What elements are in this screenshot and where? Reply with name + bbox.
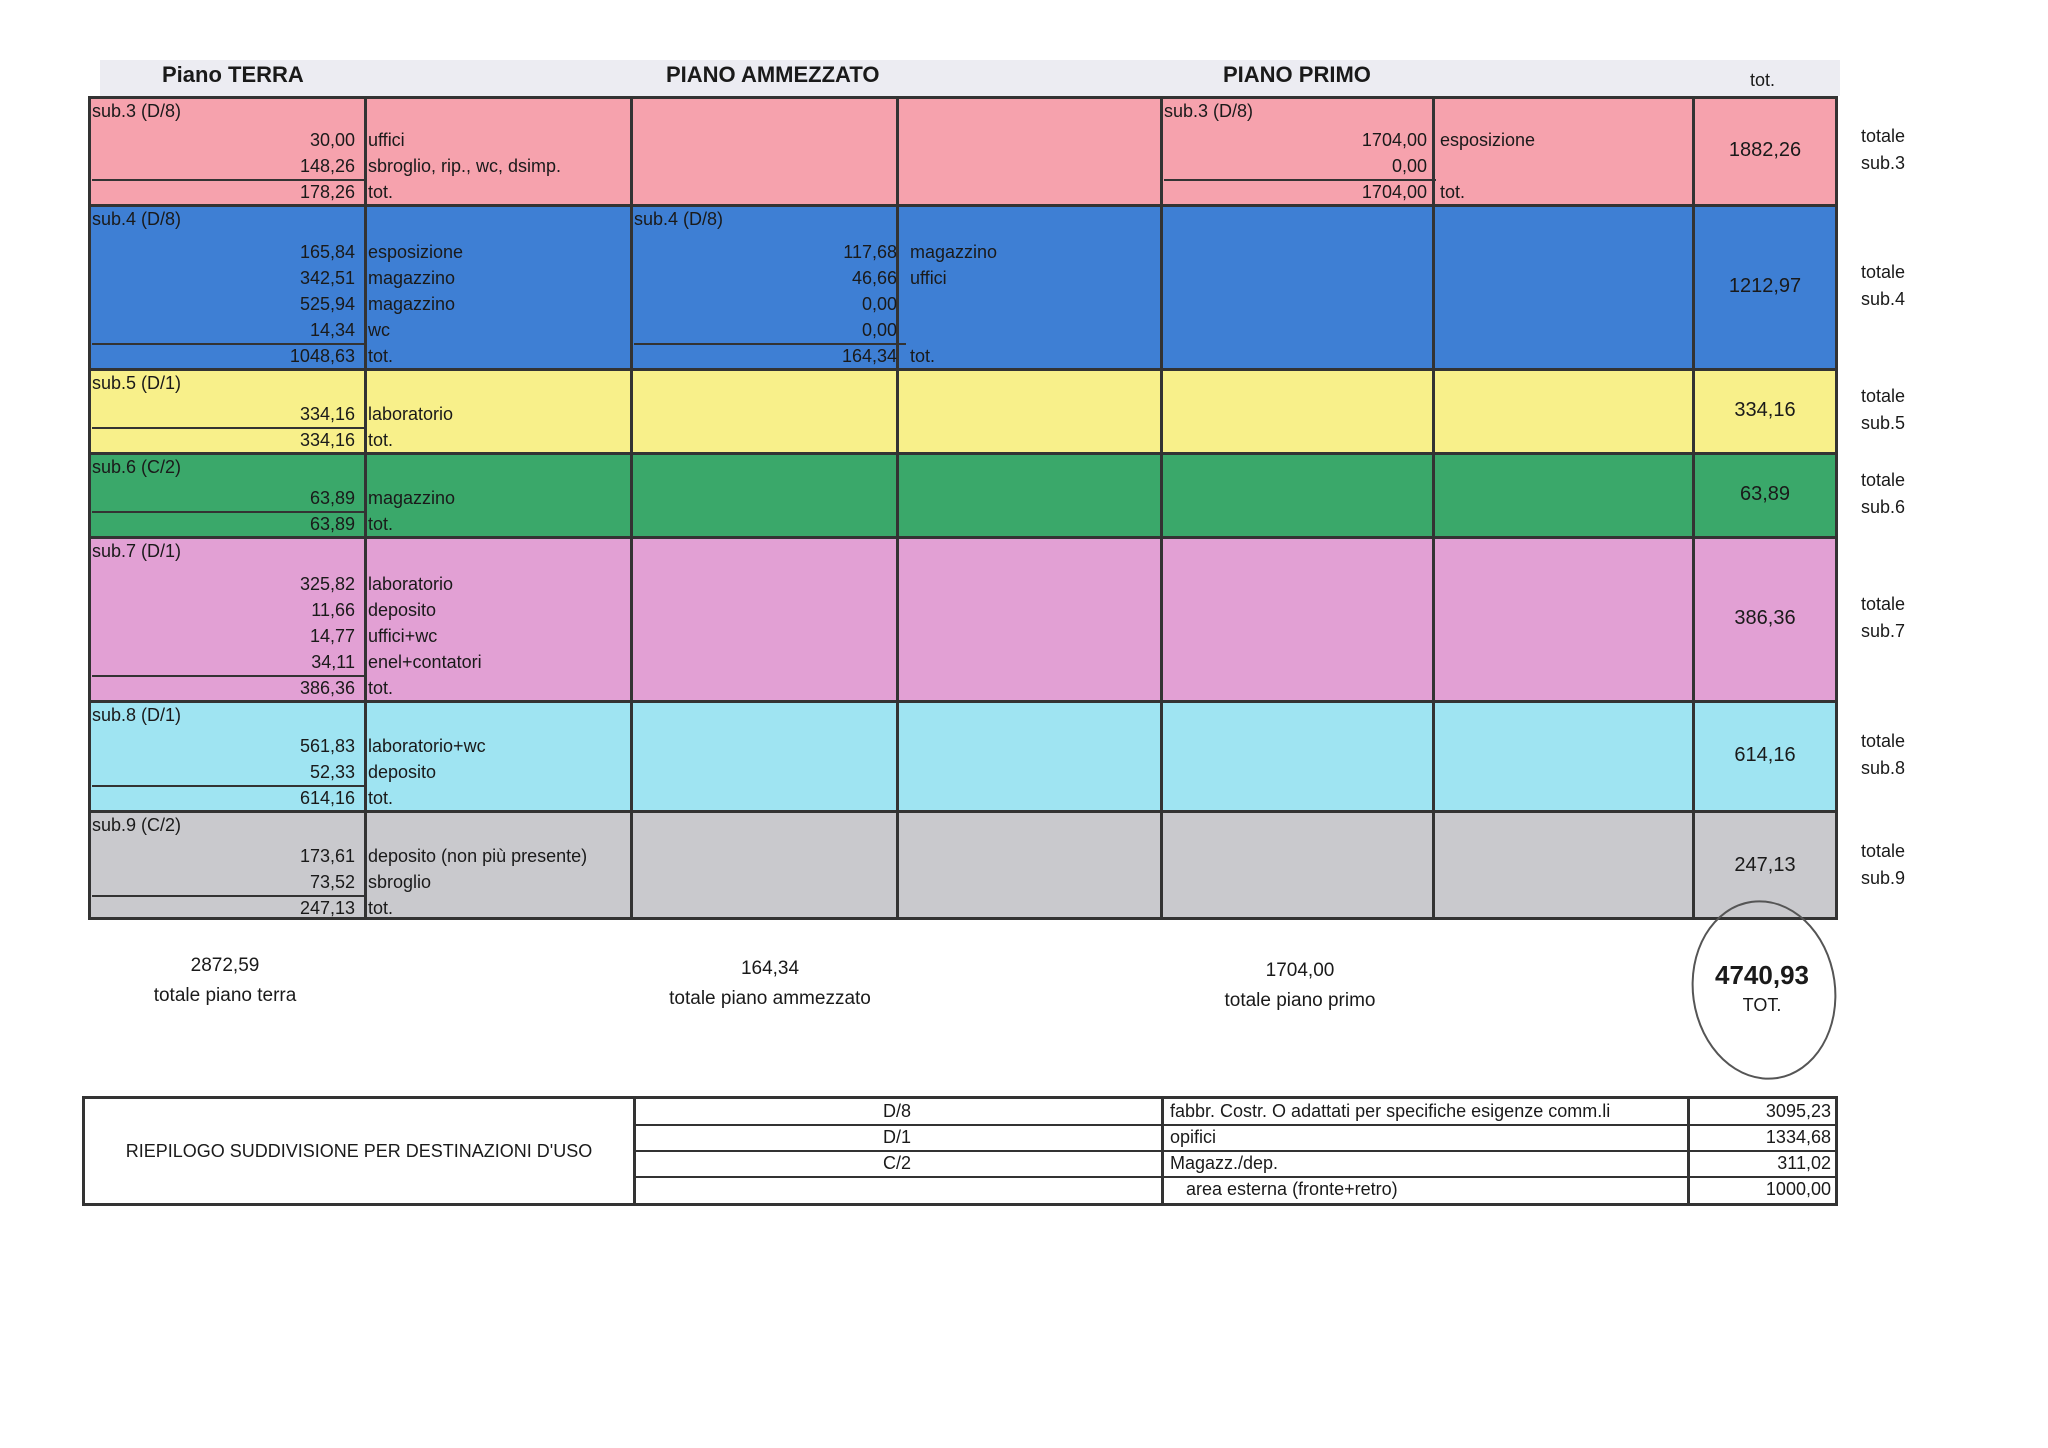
area-label: tot.	[368, 430, 394, 450]
area-label: sbroglio	[368, 872, 432, 892]
table-cell	[1432, 207, 1692, 368]
row-total-label-line1: totale	[1860, 126, 1906, 146]
sub-row	[88, 204, 1838, 368]
row-total-label-line2: sub.7	[1860, 621, 1906, 641]
area-value: 386,36	[299, 678, 355, 698]
area-label: uffici+wc	[368, 626, 438, 646]
summary-title: RIEPILOGO SUDDIVISIONE PER DESTINAZIONI D'USO	[85, 1099, 636, 1203]
area-value: 165,84	[299, 242, 355, 262]
area-value: 30,00	[309, 130, 355, 150]
area-value: 0,00	[861, 294, 897, 314]
table-cell	[1432, 371, 1692, 452]
table-cell	[1160, 703, 1432, 810]
subtotal-line	[92, 785, 364, 787]
row-total-label-line2: sub.4	[1860, 289, 1906, 309]
area-value: 247,13	[299, 898, 355, 918]
area-label: esposizione	[368, 242, 464, 262]
area-label: laboratorio	[368, 404, 454, 424]
summary-row	[633, 1125, 1835, 1152]
table-cell	[1432, 703, 1692, 810]
sub-row	[88, 536, 1838, 700]
area-value: 0,00	[1391, 156, 1427, 176]
area-value: 117,68	[843, 242, 897, 262]
total-terra-value: 2872,59	[190, 955, 260, 976]
sub-total: 63,89	[1739, 483, 1791, 505]
subtotal-line	[92, 675, 364, 677]
row-total-label-line1: totale	[1860, 386, 1906, 406]
table-cell	[630, 813, 896, 917]
row-total-label-line1: totale	[1860, 594, 1906, 614]
sub-total: 1212,97	[1728, 275, 1802, 297]
area-value: 334,16	[299, 430, 355, 450]
table-cell	[896, 455, 1160, 536]
table-cell	[630, 371, 896, 452]
header-tot: tot.	[1750, 70, 1776, 90]
area-value: 334,16	[299, 404, 355, 424]
table-cell	[1432, 539, 1692, 700]
area-value: 178,26	[299, 182, 355, 202]
subtotal-line	[634, 343, 906, 345]
area-value: 1704,00	[1361, 130, 1427, 150]
area-label: sbroglio, rip., wc, dsimp.	[368, 156, 562, 176]
summary-row	[633, 1151, 1835, 1178]
sub-row	[88, 700, 1838, 810]
sub-heading: sub.4 (D/8)	[634, 209, 724, 229]
row-total-label-line1: totale	[1860, 470, 1906, 490]
area-label: tot.	[368, 514, 394, 534]
area-label: magazzino	[368, 488, 456, 508]
subtotal-line	[92, 511, 364, 513]
area-value: 614,16	[299, 788, 355, 808]
sub-row	[88, 368, 1838, 452]
table-cell	[1432, 813, 1692, 917]
row-total-label	[1848, 728, 1918, 782]
row-total-label-line2: sub.5	[1860, 413, 1906, 433]
sub-heading: sub.6 (C/2)	[92, 457, 182, 477]
summary-value: 1000,00	[1687, 1177, 1835, 1204]
table-cell	[1160, 371, 1432, 452]
table-cell	[630, 703, 896, 810]
row-total-label	[1848, 383, 1918, 437]
area-value: 342,51	[299, 268, 355, 288]
sub-heading: sub.8 (D/1)	[92, 705, 182, 725]
table-cell	[630, 99, 896, 204]
area-value: 34,11	[311, 652, 355, 672]
header-band	[100, 60, 1840, 96]
table-cell	[896, 813, 1160, 917]
area-value: 46,66	[851, 268, 897, 288]
area-label: deposito	[368, 600, 437, 620]
row-total-label-line1: totale	[1860, 731, 1906, 751]
subtotal-line	[92, 895, 364, 897]
sub-total: 247,13	[1734, 854, 1796, 876]
area-label: laboratorio	[368, 574, 454, 594]
summary-description: Magazz./dep.	[1161, 1151, 1687, 1176]
area-value: 173,61	[299, 846, 355, 866]
sub-heading: sub.9 (C/2)	[92, 815, 182, 835]
table-cell	[1160, 207, 1432, 368]
area-value: 11,66	[311, 600, 355, 620]
table-cell	[896, 371, 1160, 452]
row-total-label	[1848, 467, 1918, 521]
table-cell	[630, 455, 896, 536]
summary-code: C/2	[882, 1153, 911, 1173]
summary-code: D/1	[882, 1127, 911, 1147]
row-total-label-line1: totale	[1860, 841, 1906, 861]
area-label: wc	[368, 320, 390, 340]
sub-row	[88, 810, 1838, 920]
area-label: tot.	[368, 898, 394, 918]
sub-heading: sub.7 (D/1)	[92, 541, 182, 561]
area-value: 14,77	[309, 626, 355, 646]
area-value: 148,26	[299, 156, 355, 176]
subtotal-line	[92, 427, 364, 429]
row-total-label-line2: sub.9	[1860, 868, 1906, 888]
summary-code: D/8	[882, 1101, 911, 1121]
grand-total-label: TOT.	[1742, 995, 1782, 1015]
sub-total: 614,16	[1734, 744, 1796, 766]
area-value: 525,94	[299, 294, 355, 314]
area-label: tot.	[1440, 182, 1466, 202]
surface-table	[88, 96, 1838, 920]
area-label: tot.	[910, 346, 936, 366]
area-value: 0,00	[861, 320, 897, 340]
area-value: 1048,63	[289, 346, 355, 366]
area-value: 561,83	[299, 736, 355, 756]
area-label: magazzino	[368, 268, 456, 288]
area-label: magazzino	[368, 294, 456, 314]
summary-description: fabbr. Costr. O adattati per specifiche esigenze comm.li	[1161, 1099, 1687, 1124]
sub-heading: sub.4 (D/8)	[92, 209, 182, 229]
area-label: deposito	[368, 762, 437, 782]
subtotal-line	[92, 179, 364, 181]
area-value: 73,52	[309, 872, 355, 892]
row-total-label	[1848, 123, 1918, 177]
header-piano-terra: Piano TERRA	[162, 62, 304, 87]
summary-description: area esterna (fronte+retro)	[1161, 1177, 1687, 1204]
area-label: enel+contatori	[368, 652, 482, 672]
row-total-label	[1848, 259, 1918, 313]
sub-heading: sub.5 (D/1)	[92, 373, 182, 393]
grand-total-value: 4740,93	[1715, 960, 1809, 990]
sub-total: 1882,26	[1728, 139, 1802, 161]
table-cell	[896, 539, 1160, 700]
total-primo-value: 1704,00	[1265, 960, 1335, 981]
table-cell	[1160, 813, 1432, 917]
table-cell	[630, 539, 896, 700]
header-piano-primo: PIANO PRIMO	[1223, 62, 1371, 87]
subtotal-line	[1164, 179, 1436, 181]
table-cell	[896, 99, 1160, 204]
sub-row	[88, 96, 1838, 204]
table-cell	[1160, 455, 1432, 536]
summary-table	[82, 1096, 1838, 1206]
area-label: laboratorio+wc	[368, 736, 486, 756]
summary-description: opifici	[1161, 1125, 1687, 1150]
area-label: tot.	[368, 678, 394, 698]
area-value: 1704,00	[1361, 182, 1427, 202]
sub-heading: sub.3 (D/8)	[92, 101, 182, 121]
table-cell	[1160, 539, 1432, 700]
area-label: uffici	[910, 268, 947, 288]
total-ammezzato-label: totale piano ammezzato	[669, 988, 871, 1009]
area-value: 63,89	[309, 488, 355, 508]
area-value: 14,34	[309, 320, 355, 340]
summary-value: 311,02	[1687, 1151, 1835, 1176]
table-cell	[896, 703, 1160, 810]
total-ammezzato-value: 164,34	[740, 958, 800, 979]
sub-row	[88, 452, 1838, 536]
area-value: 164,34	[841, 346, 897, 366]
sub-heading: sub.3 (D/8)	[1164, 101, 1254, 121]
row-total-label-line2: sub.6	[1860, 497, 1906, 517]
summary-value: 3095,23	[1687, 1099, 1835, 1124]
summary-code	[633, 1177, 1161, 1204]
summary-row	[633, 1099, 1835, 1126]
area-label: esposizione	[1440, 130, 1536, 150]
subtotal-line	[92, 343, 364, 345]
sub-total: 334,16	[1734, 399, 1796, 421]
summary-row	[633, 1177, 1835, 1204]
total-primo-label: totale piano primo	[1224, 990, 1376, 1011]
area-value: 325,82	[299, 574, 355, 594]
row-total-label-line2: sub.8	[1860, 758, 1906, 778]
summary-value: 1334,68	[1687, 1125, 1835, 1150]
row-total-label-line1: totale	[1860, 262, 1906, 282]
header-piano-ammezzato: PIANO AMMEZZATO	[666, 62, 880, 87]
area-value: 52,33	[309, 762, 355, 782]
area-label: tot.	[368, 346, 394, 366]
row-total-label	[1848, 838, 1918, 892]
area-label: tot.	[368, 182, 394, 202]
area-label: magazzino	[910, 242, 998, 262]
row-total-label-line2: sub.3	[1860, 153, 1906, 173]
table-cell	[1432, 455, 1692, 536]
area-value: 63,89	[309, 514, 355, 534]
row-total-label	[1848, 591, 1918, 645]
area-label: deposito (non più presente)	[368, 846, 588, 866]
total-terra-label: totale piano terra	[153, 985, 297, 1006]
sub-total: 386,36	[1734, 607, 1796, 629]
area-label: tot.	[368, 788, 394, 808]
area-label: uffici	[368, 130, 405, 150]
